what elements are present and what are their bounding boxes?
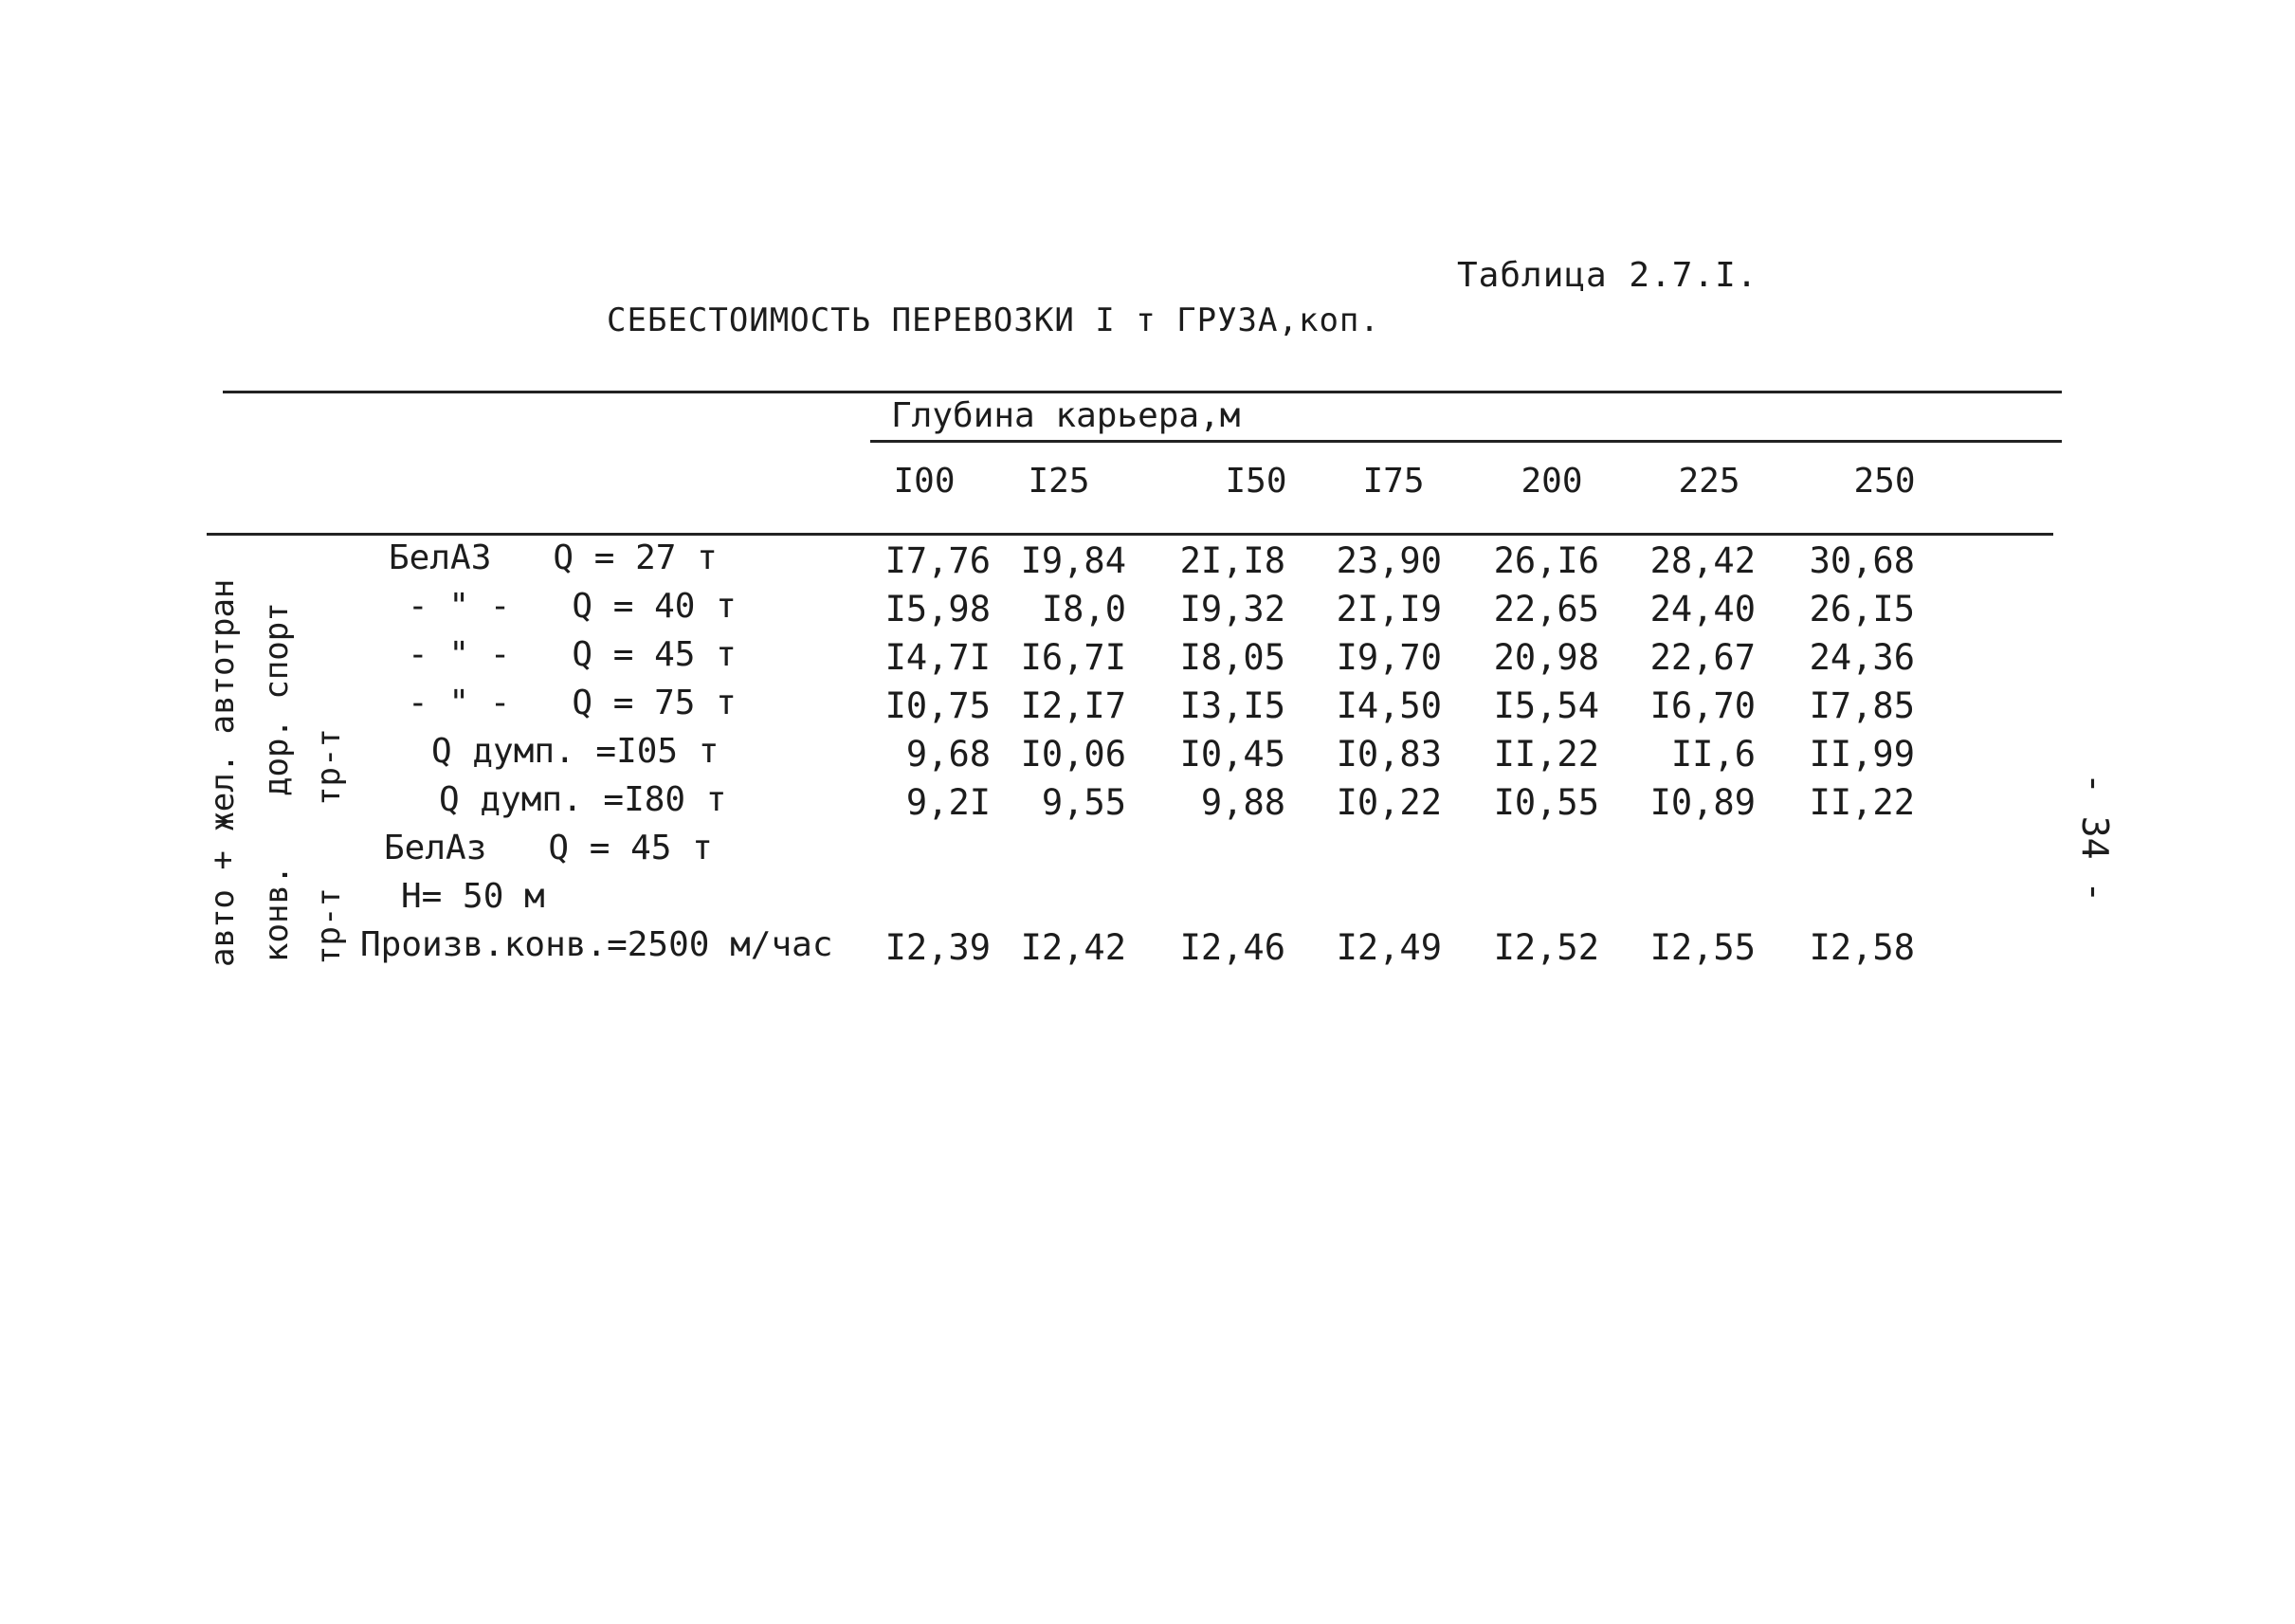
col-head-150: I50 [1225,462,1287,501]
table-cell: 28,42 [1649,540,1756,581]
col-head-100: I00 [893,462,956,501]
table-cell: I2,49 [1336,927,1442,968]
table-cell: I2,39 [884,927,991,968]
table-cell: I8,05 [1179,637,1285,678]
table-caption: Таблица 2.7.I. [1457,256,1758,295]
row-label-5: Q думп. =I05 т [431,732,719,771]
table-cell: I7,76 [884,540,991,581]
table-cell: I9,84 [1020,540,1126,581]
table-cell: 2I,I9 [1336,589,1442,630]
row-label-2: - " - Q = 40 т [408,587,737,626]
table-cell: II,22 [1493,734,1599,775]
side-label-group1-line1: авто + жел. автотран [204,578,242,967]
row-label-9: Произв.конв.=2500 м/час [360,925,833,964]
side-label-group2-line3: тр-т [310,887,348,965]
table-cell: I5,54 [1493,685,1599,726]
table-cell: 26,I5 [1809,589,1915,630]
table-cell: I2,46 [1179,927,1285,968]
table-cell: 9,88 [1200,782,1285,823]
side-label-group1-line2: дор. спорт [258,602,296,796]
row-label-8: H= 50 м [401,877,545,916]
page-title: СЕБЕСТОИМОСТЬ ПЕРЕВОЗКИ I т ГРУЗА,коп. [607,301,1380,339]
table-cell: I9,32 [1179,589,1285,630]
table-cell: I4,7I [884,637,991,678]
table-cell: I3,I5 [1179,685,1285,726]
table-cell: I0,22 [1336,782,1442,823]
table-cell: II,22 [1809,782,1915,823]
row-label-1: БелАЗ Q = 27 т [389,538,718,577]
col-head-175: I75 [1362,462,1425,501]
table-cell: I6,70 [1649,685,1756,726]
depth-header: Глубина карьера,м [891,396,1241,435]
top-rule [223,391,2062,393]
table-cell: I0,89 [1649,782,1756,823]
side-label-group1-line3: тр-т [310,728,348,806]
table-cell: 22,65 [1493,589,1599,630]
table-cell: 9,68 [905,734,991,775]
table-cell: 9,2I [905,782,991,823]
table-cell: I7,85 [1809,685,1915,726]
table-cell: 30,68 [1809,540,1915,581]
table-cell: 23,90 [1336,540,1442,581]
table-cell: I0,75 [884,685,991,726]
table-cell: II,6 [1670,734,1756,775]
col-head-225: 225 [1678,462,1740,501]
table-cell: I6,7I [1020,637,1126,678]
row-label-6: Q думп. =I80 т [439,780,727,819]
table-cell: I9,70 [1336,637,1442,678]
table-cell: II,99 [1809,734,1915,775]
table-cell: I8,0 [1041,589,1126,630]
side-label-group2-line2: конв. [258,865,296,962]
table-cell: 2I,I8 [1179,540,1285,581]
table-cell: I2,55 [1649,927,1756,968]
table-cell: I2,58 [1809,927,1915,968]
table-cell: I0,83 [1336,734,1442,775]
table-cell: 24,36 [1809,637,1915,678]
table-cell: I4,50 [1336,685,1442,726]
table-cell: I0,45 [1179,734,1285,775]
table-cell: 26,I6 [1493,540,1599,581]
row-label-3: - " - Q = 45 т [408,635,737,674]
table-cell: I0,06 [1020,734,1126,775]
table-cell: 22,67 [1649,637,1756,678]
table-cell: I2,52 [1493,927,1599,968]
table-cell: 9,55 [1041,782,1126,823]
table-cell: I2,42 [1020,927,1126,968]
table-cell: I0,55 [1493,782,1599,823]
page-number: - 34 - [2074,773,2116,903]
table-cell: 20,98 [1493,637,1599,678]
header-bottom-rule [207,533,2053,536]
col-head-125: I25 [1028,462,1090,501]
row-label-4: - " - Q = 75 т [408,684,737,722]
row-label-7: БелАз Q = 45 т [384,829,713,867]
table-cell: I5,98 [884,589,991,630]
table-cell: I2,I7 [1020,685,1126,726]
depth-rule [870,440,2062,443]
col-head-250: 250 [1853,462,1916,501]
col-head-200: 200 [1521,462,1583,501]
table-cell: 24,40 [1649,589,1756,630]
